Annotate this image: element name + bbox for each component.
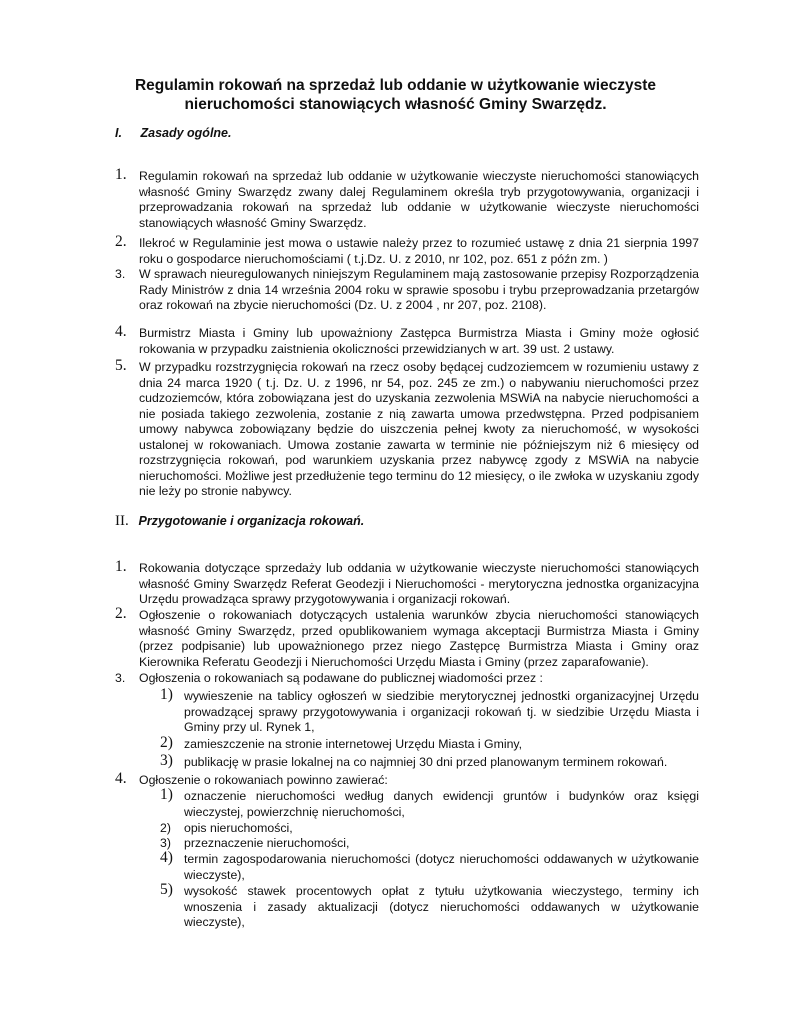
list-item <box>115 357 699 500</box>
section-number: I. <box>115 126 122 140</box>
sub-item-text: termin zagospodarowania nieruchomości (dotycz nieruchomości oddawanych w użytkowanie wieczyste), <box>184 852 699 882</box>
sub-list-item <box>160 786 699 820</box>
list-item <box>115 267 699 314</box>
sub-list-item <box>160 686 699 736</box>
item-number: 2. <box>115 233 127 250</box>
sub-item-text: wywieszenie na tablicy ogłoszeń w siedzibie merytorycznej jednostki organizacyjnej Urzędu prowadzącej sprawy przygotowywania i organizacji rokowań tj. w siedzibie Urzędu Miasta i Gminy przy ul. Rynek 1, <box>184 689 699 734</box>
sub-item-number: 4) <box>160 849 173 866</box>
sub-item-text: zamieszczenie na stronie internetowej Urzędu Miasta i Gminy, <box>184 737 523 751</box>
sub-item-text: wysokość stawek procentowych opłat z tytułu użytkowania wieczystego, terminy ich wnoszenia i zasady aktualizacji (dotycz nieruchomości oddawanych w użytkowanie wieczyste), <box>184 884 699 929</box>
sub-item-number: 5) <box>160 881 173 898</box>
section-title: Przygotowanie i organizacja rokowań. <box>138 514 365 528</box>
item-number: 3. <box>115 267 126 281</box>
sub-item-text: oznaczenie nieruchomości według danych ewidencji gruntów i budynków oraz księgi wieczystej, powierzchnię nieruchomości, <box>184 789 699 819</box>
list-item <box>115 323 699 357</box>
section-number: II. <box>115 513 129 529</box>
item-text: Ogłoszenie o rokowaniach powinno zawierać: <box>139 773 388 787</box>
sub-list-item <box>160 881 699 931</box>
title-line-1: Regulamin rokowań na sprzedaż lub oddanie w użytkowanie wieczyste <box>134 77 657 94</box>
sub-item-number: 1) <box>160 686 173 703</box>
list-item <box>115 233 699 267</box>
list-item <box>115 671 699 687</box>
item-text: Ogłoszenie o rokowaniach dotyczących ustalenia warunków zbycia nieruchomości stanowiących własność Gminy Swarzędz, przed opublikowaniem wymaga akceptacji Burmistrza Miasta i Gminy (przez podpisanie) lub upoważnionego przez niego Zastępcę Burmistrza Miasta i Gminy oraz Kierownika Referatu Geodezji i Nieruchomości Urzędu Miasta i Gminy (przez zaparafowanie). <box>139 608 699 669</box>
sub-item-text: przeznaczenie nieruchomości, <box>184 836 350 850</box>
sub-item-number: 1) <box>160 786 173 803</box>
item-text: Regulamin rokowań na sprzedaż lub oddanie w użytkowanie wieczyste nieruchomości stanowiących własność Gminy Swarzędz zwany dalej Regulaminem określa tryb przygotowywania, organizacji i przeprowadzania rokowań na sprzedaż lub oddanie w użytkowanie wieczyste nieruchomości stanowiących własność Gminy Swarzędz. <box>139 169 699 230</box>
section-title: Zasady ogólne. <box>140 126 232 140</box>
item-number: 5. <box>115 357 127 374</box>
sub-list-item <box>160 849 699 883</box>
list-item <box>115 770 699 789</box>
sub-list-item <box>160 836 699 852</box>
section-heading-preparation <box>115 513 364 530</box>
sub-list-item <box>160 752 699 771</box>
list-item <box>115 166 699 231</box>
list-item <box>115 558 699 608</box>
item-number: 1. <box>115 166 127 183</box>
sub-item-text: publikację w prasie lokalnej na co najmniej 30 dni przed planowanym terminem rokowań. <box>184 755 668 769</box>
item-text: W przypadku rozstrzygnięcia rokowań na rzecz osoby będącej cudzoziemcem w rozumieniu ustawy z dnia 24 marca 1920 ( t.j. Dz. U. z 1996, nr 54, poz. 245 ze zm.) o nabywaniu nieruchomości przez cudzoziemców, która zobowiązana jest do uzyskania zezwolenia MSWiA na nabycie nieruchomości a nie posiada takiego zezwolenia, zostanie z nią zawarta umowa przedwstępna. Przed podpisaniem umowy nabywca zobowiązany będzie do uiszczenia pełnej kwoty za nieruchomość, w wysokości ustalonej w rokowaniach. Umowa zostanie zawarta w terminie nie późniejszym niż 6 miesięcy od rozstrzygnięcia rokowań, pod warunkiem uzyskania przez nabywcę zgody z MSWiA na nabycie nieruchomości. Możliwe jest przedłużenie tego terminu do 12 miesięcy, o ile zwłoka w uzyskaniu zgody nie leży po stronie nabywcy. <box>139 360 699 498</box>
item-text: Ilekroć w Regulaminie jest mowa o ustawie należy przez to rozumieć ustawę z dnia 21 sierpnia 1997 roku o gospodarce nieruchomościami ( t.j.Dz. U. z 2010, nr 102, poz. 651 z późn zm. ) <box>139 236 699 266</box>
item-number: 4. <box>115 770 127 787</box>
sub-item-number: 2) <box>160 734 173 751</box>
sub-item-number: 2) <box>160 821 171 835</box>
title-line-2: nieruchomości stanowiących własność Gminy Swarzędz. <box>184 96 607 113</box>
section-heading-general <box>115 126 231 140</box>
item-number: 1. <box>115 558 127 575</box>
sub-list-item <box>160 734 699 753</box>
sub-item-text: opis nieruchomości, <box>184 821 293 835</box>
list-item <box>115 605 699 670</box>
item-text: Burmistrz Miasta i Gminy lub upoważniony Zastępca Burmistrza Miasta i Gminy może ogłosić rokowania w przypadku zaistnienia okoliczności przewidzianych w art. 39 ust. 2 ustawy. <box>139 326 699 356</box>
item-number: 2. <box>115 605 127 622</box>
item-text: Rokowania dotyczące sprzedaży lub oddania w użytkowanie wieczyste nieruchomości stanowiących własność Gminy Swarzędz Referat Geodezji i Nieruchomości - merytoryczna jednostka organizacyjna Urzędu prowadząca sprawy przygotowywania i organizacji rokowań. <box>139 561 699 606</box>
sub-item-number: 3) <box>160 836 171 850</box>
item-text: Ogłoszenia o rokowaniach są podawane do publicznej wiadomości przez : <box>139 671 543 685</box>
sub-item-number: 3) <box>160 752 173 769</box>
item-number: 4. <box>115 323 127 340</box>
document-title <box>100 76 691 114</box>
item-text: W sprawach nieuregulowanych niniejszym Regulaminem mają zastosowanie przepisy Rozporządzenia Rady Ministrów z dnia 14 września 2004 roku w sprawie sposobu i trybu przeprowadzania przetargów oraz rokowań na zbycie nieruchomości (Dz. U. z 2004 , nr 207, poz. 2108). <box>139 267 699 312</box>
sub-list-item <box>160 821 699 837</box>
item-number: 3. <box>115 671 126 685</box>
